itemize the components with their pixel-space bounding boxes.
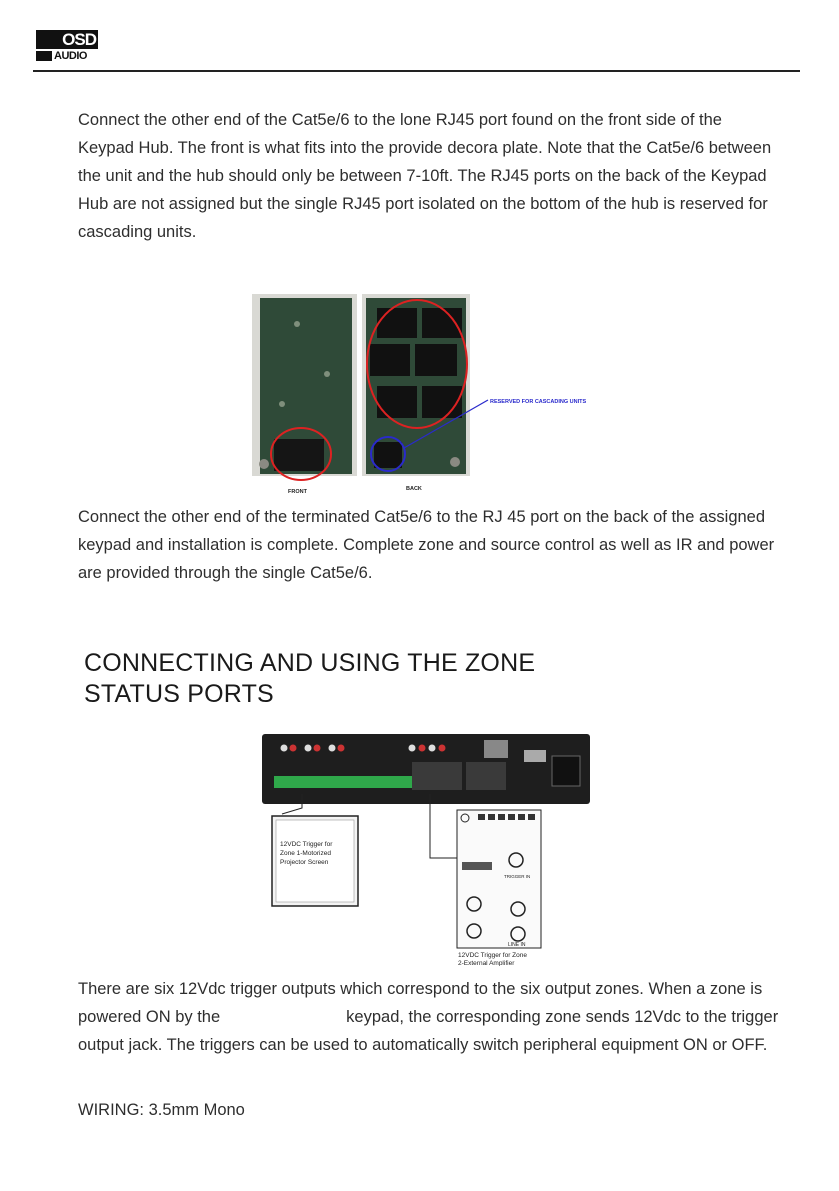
trigger-in-label: TRIGGER IN [504,874,531,879]
input-grid [412,762,506,790]
zone-terminal-blocks [274,776,418,788]
paragraph-keypad-hub: Connect the other end of the Cat5e/6 to the lone RJ45 port found on the front side of the Keypad Hub. The front is what fits into the provide decora plate. Note that the Cat5e/6 between the unit and the hub should only be between 7-10ft. The RJ45 ports on the back of the Keypad Hub are not assigned but the single RJ45 port isolated on the bottom of the hub is reserved for cascading units. [78,111,772,241]
ethernet-port [484,740,508,758]
line-in-label: LINE IN [508,942,526,948]
amp-caption-2: 2-External Amplifier [458,960,515,966]
screen-caption-2: Zone 1-Motorized [280,850,331,857]
section-heading [84,648,535,710]
power-inlet [552,756,580,786]
osd-audio-logo [36,30,98,62]
back-label: BACK [406,486,422,492]
paragraph-trigger-outputs [78,975,798,1059]
screen-caption-1: 12VDC Trigger for [280,841,333,848]
logo-subtext: AUDIO [54,50,87,62]
trigger-terminal [462,862,492,870]
logo-mark: OSD [36,30,98,49]
front-label: FRONT [288,489,307,495]
callout-label: RESERVED FOR CASCADING UNITS [490,399,587,405]
rs232-port [524,750,546,762]
keypad-hub-figure [252,294,597,496]
external-amplifier-panel [457,810,541,948]
paragraph-wiring: WIRING: 3.5mm Mono [78,1101,245,1119]
zone-trigger-diagram [262,734,592,966]
header-rule [33,70,800,72]
logo-bar [36,51,52,61]
screen-caption-3: Projector Screen [280,859,329,866]
paragraph-terminated-cable: Connect the other end of the terminated Cat5e/6 to the RJ 45 port on the back of the assigned keypad and installation is complete. Complete zone and source control as well as IR and power are provided through the single Cat5e/6. [78,508,775,582]
trigger-text-part-2: keypad, the corresponding zone sends 12Vdc to the trigger output jack. The triggers can be used to automatically switch peripheral equipment ON or OFF. [78,1008,779,1054]
heading-line-2: STATUS PORTS [84,680,274,708]
front-rj45-port [274,439,324,471]
trigger-text-part-1: There are six 12Vdc trigger outputs which correspond to the six output zones. When a zone is powered ON by the [78,980,763,1026]
heading-line-1: CONNECTING AND USING THE ZONE [84,649,536,677]
amp-caption-1: 12VDC Trigger for Zone [458,952,528,959]
